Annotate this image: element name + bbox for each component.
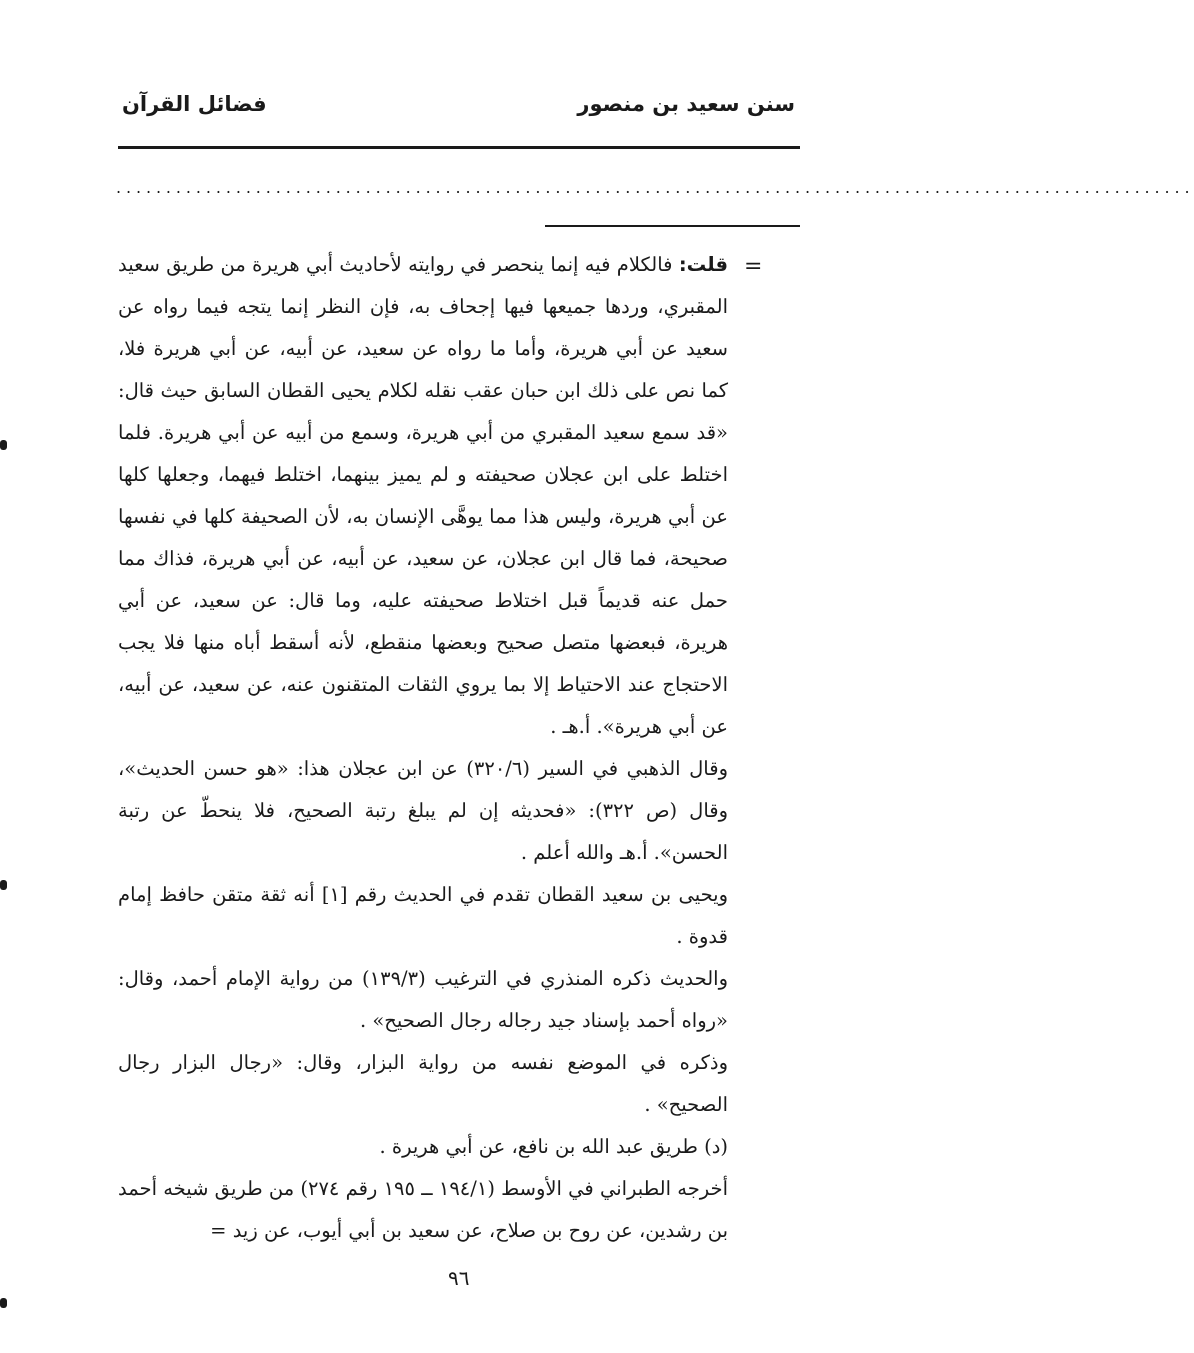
dotted-separator: ............................................................................................................ [116,178,1194,197]
paragraph: وذكره في الموضع نفسه من رواية البزار، وقال: «رجال البزار رجال الصحيح» . [118,1051,728,1116]
scan-speck [0,1298,7,1308]
continuation-mark: = [744,254,763,279]
paragraph: (د) طريق عبد الله بن نافع، عن أبي هريرة . [379,1135,728,1158]
paragraph: ويحيى بن سعيد القطان تقدم في الحديث رقم [١] أنه ثقة متقن حافظ إمام قدوة . [118,883,729,948]
paragraph-text: فالكلام فيه إنما ينحصر في روايته لأحاديث أبي هريرة من طريق سعيد المقبري، وردها جميعها فيها إجحاف به، فإن النظر إنما يتجه فيما رواه عن سعيد عن أبي هريرة، وأما ما رواه عن سعيد، عن أبيه، عن أبي هريرة فلا، كما نص على ذلك ابن حبان عقب نقله لكلام يحيى القطان السابق حيث قال: «قد سمع سعيد المقبري من أبي هريرة، وسمع من أبيه عن أبي هريرة. فلما اختلط على ابن عجلان صحيفته و لم يميز بينهما، اختلط فيهما، وجعلها كلها عن أبي هريرة، وليس هذا مما يوهَّى الإنسان به، لأن الصحيفة كلها في نفسها صحيحة، فما قال ابن عجلان، عن سعيد، عن أبيه، عن أبي هريرة، فذاك مما حمل عنه قديماً قبل اختلاط صحيفته عليه، وما قال: عن سعيد، عن أبي هريرة، فبعضها متصل صحيح وبعضها منقطع، لأنه أسقط أباه منها فلا يجب الاحتجاج عند الاحتياط إلا بما يروي الثقات المتقنون عنه، عن سعيد، عن أبيه، عن أبي هريرة». أ.هـ . [118,253,728,738]
scan-speck [0,440,7,450]
paragraph [118,244,728,748]
header-rule [118,146,800,149]
page-number: ٩٦ [448,1266,470,1290]
header-left-title: فضائل القرآن [122,92,267,116]
body-text [118,244,728,1252]
paragraph: وقال الذهبي في السير (٣٢٠/٦) عن ابن عجلان هذا: «هو حسن الحديث»، وقال (ص ٣٢٢): «فحديثه إن لم يبلغ رتبة الصحيح، فلا ينحطّ عن رتبة الحسن». أ.هـ والله أعلم . [118,757,728,864]
paragraph: والحديث ذكره المنذري في الترغيب (١٣٩/٣) من رواية الإمام أحمد، وقال: «رواه أحمد بإسناد جيد رجاله رجال الصحيح» . [118,967,728,1032]
paragraph: أخرجه الطبراني في الأوسط (١٩٤/١ ــ ١٩٥ رقم ٢٧٤) من طريق شيخه أحمد بن رشدين، عن روح بن صلاح، عن سعيد بن أبي أيوب، عن زيد = [118,1177,728,1242]
header-right-title: سنن سعيد بن منصور [577,92,795,116]
scan-speck [0,880,7,890]
footnote-rule [545,225,800,227]
qult-label: قلت: [678,253,728,276]
